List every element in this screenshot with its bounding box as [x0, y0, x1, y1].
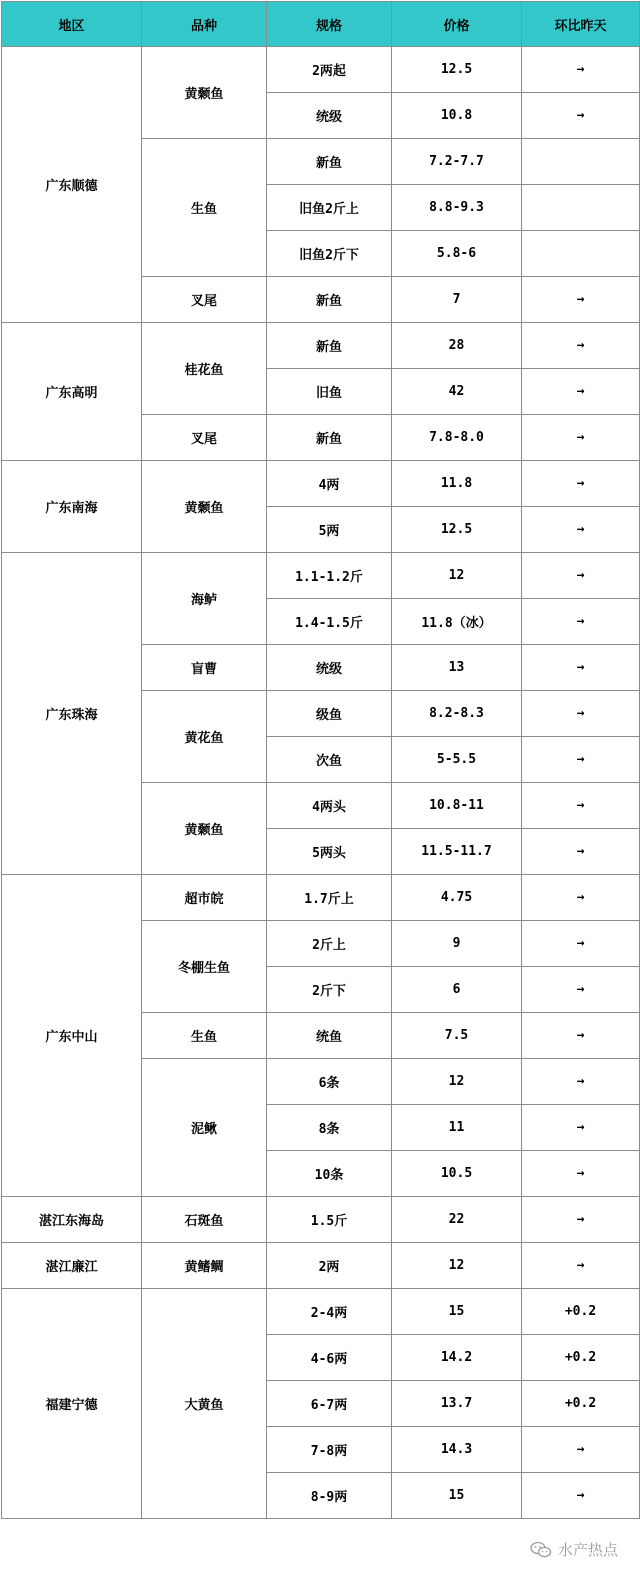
variety-cell: 黄花鱼	[142, 691, 267, 783]
spec-cell: 5两	[267, 507, 392, 553]
change-cell: →	[522, 829, 640, 875]
table-row	[2, 461, 640, 507]
price-cell: 11	[392, 1105, 522, 1151]
price-cell: 14.3	[392, 1427, 522, 1473]
variety-cell: 生鱼	[142, 1013, 267, 1059]
change-cell: →	[522, 1105, 640, 1151]
change-cell: →	[522, 691, 640, 737]
variety-cell: 泥鳅	[142, 1059, 267, 1197]
price-cell: 12	[392, 1059, 522, 1105]
spec-cell: 7-8两	[267, 1427, 392, 1473]
variety-cell: 石斑鱼	[142, 1197, 267, 1243]
header-spec: 规格	[267, 2, 392, 47]
price-cell: 10.5	[392, 1151, 522, 1197]
price-cell: 7	[392, 277, 522, 323]
change-cell: →	[522, 783, 640, 829]
spec-cell: 新鱼	[267, 277, 392, 323]
change-cell: →	[522, 645, 640, 691]
price-cell: 28	[392, 323, 522, 369]
change-cell: →	[522, 1013, 640, 1059]
spec-cell: 8条	[267, 1105, 392, 1151]
change-cell: →	[522, 47, 640, 93]
region-cell: 广东中山	[2, 875, 142, 1197]
price-cell: 15	[392, 1289, 522, 1335]
price-cell: 4.75	[392, 875, 522, 921]
spec-cell: 6条	[267, 1059, 392, 1105]
region-cell: 广东南海	[2, 461, 142, 553]
spec-cell: 2两起	[267, 47, 392, 93]
wechat-icon	[530, 1541, 552, 1559]
table-row	[2, 1289, 640, 1335]
change-cell: →	[522, 277, 640, 323]
watermark	[530, 1539, 618, 1560]
table-row	[2, 47, 640, 93]
price-cell: 12.5	[392, 507, 522, 553]
change-cell: →	[522, 323, 640, 369]
price-cell: 15	[392, 1473, 522, 1519]
price-cell: 7.8-8.0	[392, 415, 522, 461]
spec-cell: 8-9两	[267, 1473, 392, 1519]
spec-cell: 统级	[267, 645, 392, 691]
spec-cell: 2斤下	[267, 967, 392, 1013]
change-cell	[522, 231, 640, 277]
change-cell: →	[522, 369, 640, 415]
price-cell: 22	[392, 1197, 522, 1243]
variety-cell: 黄颡鱼	[142, 783, 267, 875]
price-cell: 12	[392, 1243, 522, 1289]
change-cell: →	[522, 1427, 640, 1473]
change-cell: →	[522, 1151, 640, 1197]
change-cell	[522, 139, 640, 185]
header-variety: 品种	[142, 2, 267, 47]
price-cell: 11.8	[392, 461, 522, 507]
spec-cell: 1.1-1.2斤	[267, 553, 392, 599]
price-cell: 13	[392, 645, 522, 691]
spec-cell: 新鱼	[267, 323, 392, 369]
spec-cell: 1.4-1.5斤	[267, 599, 392, 645]
spec-cell: 旧鱼2斤上	[267, 185, 392, 231]
variety-cell: 黄鳍鲷	[142, 1243, 267, 1289]
price-cell: 7.2-7.7	[392, 139, 522, 185]
change-cell: →	[522, 461, 640, 507]
price-cell: 7.5	[392, 1013, 522, 1059]
price-cell: 10.8	[392, 93, 522, 139]
spec-cell: 新鱼	[267, 139, 392, 185]
spec-cell: 2两	[267, 1243, 392, 1289]
change-cell	[522, 185, 640, 231]
spec-cell: 旧鱼	[267, 369, 392, 415]
price-cell: 13.7	[392, 1381, 522, 1427]
price-cell: 6	[392, 967, 522, 1013]
spec-cell: 统鱼	[267, 1013, 392, 1059]
spec-cell: 统级	[267, 93, 392, 139]
change-cell: +0.2	[522, 1289, 640, 1335]
change-cell: →	[522, 415, 640, 461]
change-cell: →	[522, 967, 640, 1013]
spec-cell: 1.7斤上	[267, 875, 392, 921]
variety-cell: 桂花鱼	[142, 323, 267, 415]
spec-cell: 6-7两	[267, 1381, 392, 1427]
header-region: 地区	[2, 2, 142, 47]
table-row	[2, 323, 640, 369]
spec-cell: 4两头	[267, 783, 392, 829]
price-cell: 14.2	[392, 1335, 522, 1381]
table-row	[2, 1197, 640, 1243]
region-cell: 广东珠海	[2, 553, 142, 875]
change-cell: →	[522, 1243, 640, 1289]
spec-cell: 2-4两	[267, 1289, 392, 1335]
price-cell: 10.8-11	[392, 783, 522, 829]
change-cell: +0.2	[522, 1381, 640, 1427]
variety-cell: 冬棚生鱼	[142, 921, 267, 1013]
region-cell: 广东高明	[2, 323, 142, 461]
change-cell: →	[522, 507, 640, 553]
price-cell: 8.8-9.3	[392, 185, 522, 231]
change-cell: →	[522, 875, 640, 921]
spec-cell: 新鱼	[267, 415, 392, 461]
table-row	[2, 875, 640, 921]
variety-cell: 叉尾	[142, 415, 267, 461]
price-cell: 9	[392, 921, 522, 967]
header-price: 价格	[392, 2, 522, 47]
table-header-row	[2, 2, 640, 47]
header-change: 环比昨天	[522, 2, 640, 47]
region-cell: 广东顺德	[2, 47, 142, 323]
spec-cell: 级鱼	[267, 691, 392, 737]
price-cell: 11.8（冰）	[392, 599, 522, 645]
price-cell: 8.2-8.3	[392, 691, 522, 737]
variety-cell: 大黄鱼	[142, 1289, 267, 1519]
watermark-text: 水产热点	[557, 1541, 618, 1559]
change-cell: →	[522, 737, 640, 783]
variety-cell: 黄颡鱼	[142, 461, 267, 553]
change-cell: +0.2	[522, 1335, 640, 1381]
variety-cell: 生鱼	[142, 139, 267, 277]
table-row	[2, 1243, 640, 1289]
price-cell: 12.5	[392, 47, 522, 93]
change-cell: →	[522, 1197, 640, 1243]
spec-cell: 4-6两	[267, 1335, 392, 1381]
change-cell: →	[522, 1059, 640, 1105]
spec-cell: 10条	[267, 1151, 392, 1197]
change-cell: →	[522, 93, 640, 139]
spec-cell: 4两	[267, 461, 392, 507]
spec-cell: 次鱼	[267, 737, 392, 783]
price-cell: 11.5-11.7	[392, 829, 522, 875]
table-row	[2, 553, 640, 599]
variety-cell: 海鲈	[142, 553, 267, 645]
region-cell: 湛江廉江	[2, 1243, 142, 1289]
spec-cell: 2斤上	[267, 921, 392, 967]
price-table	[1, 1, 640, 1519]
table-body	[2, 47, 640, 1519]
price-cell: 42	[392, 369, 522, 415]
variety-cell: 黄颡鱼	[142, 47, 267, 139]
variety-cell: 超市皖	[142, 875, 267, 921]
spec-cell: 5两头	[267, 829, 392, 875]
variety-cell: 叉尾	[142, 277, 267, 323]
change-cell: →	[522, 553, 640, 599]
spec-cell: 旧鱼2斤下	[267, 231, 392, 277]
price-cell: 5-5.5	[392, 737, 522, 783]
change-cell: →	[522, 1473, 640, 1519]
region-cell: 福建宁德	[2, 1289, 142, 1519]
price-cell: 5.8-6	[392, 231, 522, 277]
spec-cell: 1.5斤	[267, 1197, 392, 1243]
variety-cell: 盲曹	[142, 645, 267, 691]
change-cell: →	[522, 599, 640, 645]
change-cell: →	[522, 921, 640, 967]
price-cell: 12	[392, 553, 522, 599]
region-cell: 湛江东海岛	[2, 1197, 142, 1243]
